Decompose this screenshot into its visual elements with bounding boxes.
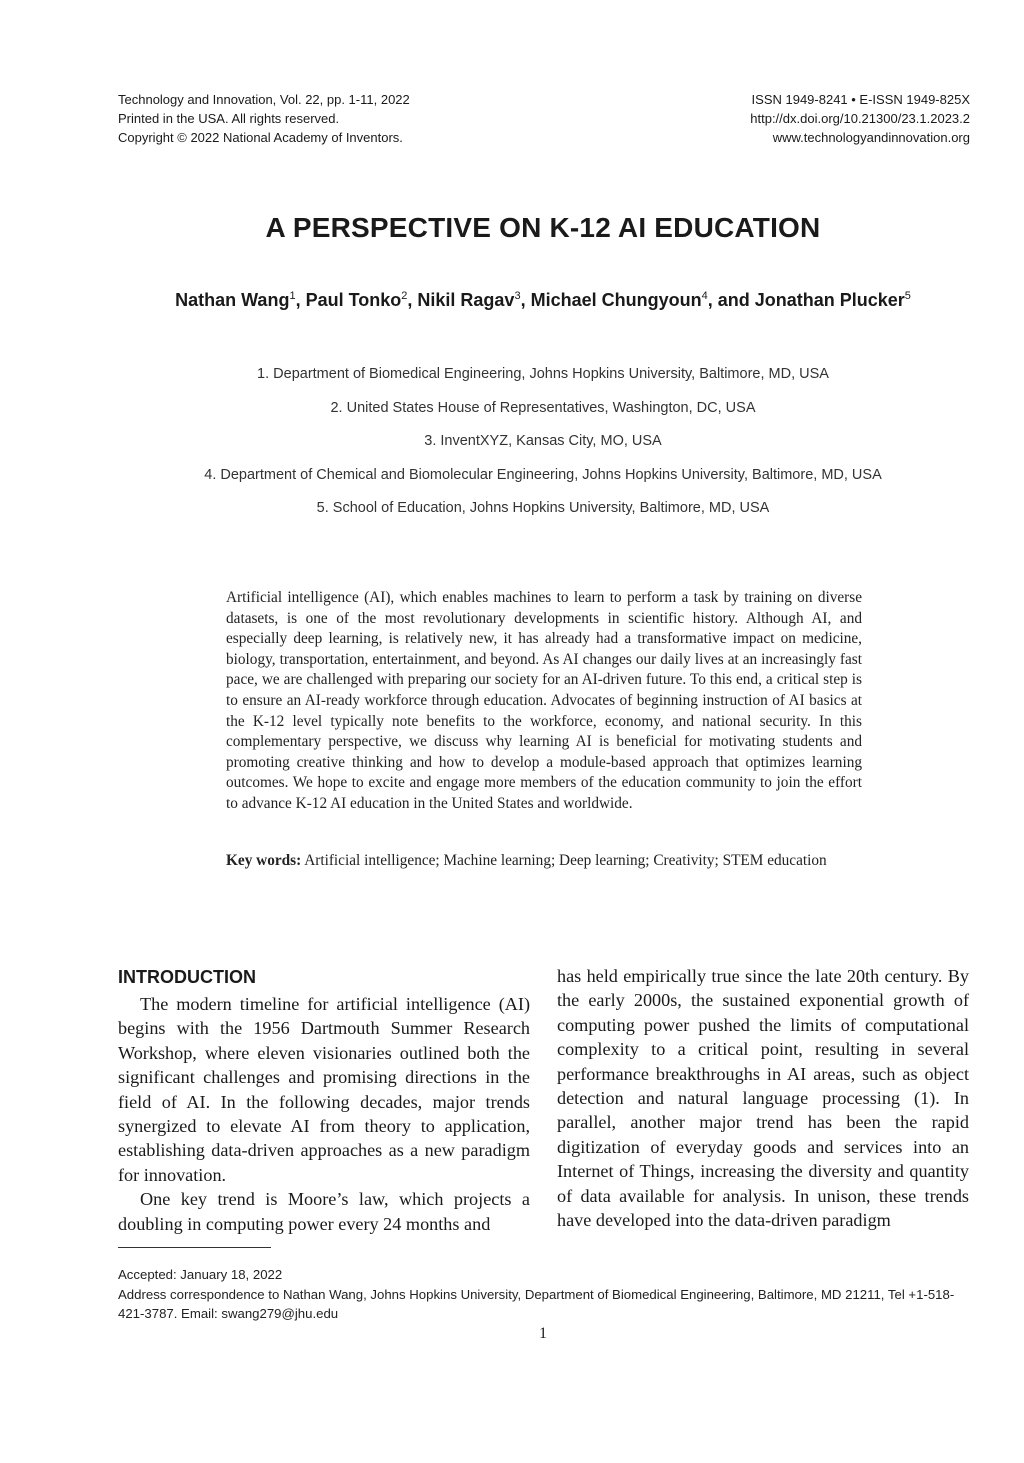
affiliation: 3. InventXYZ, Kansas City, MO, USA [424, 433, 662, 449]
body-paragraph: has held empirically true since the late 20th century. By the early 2000s, the sustained exponential growth of computing power pushed the limits of computational complexity to a critical point, resulting in several performance breakthroughs in AI areas, such as object detection and natural language processing (1). In parallel, another major trend has been the rapid digitization of everyday goods and services into an Internet of Things, increasing the diversity and quantity of data available for analysis. In unison, these trends have developed into the data-driven paradigm [557, 966, 969, 1231]
keywords [226, 852, 866, 870]
author: Jonathan Plucker [754, 290, 905, 310]
correspondence-address: Address correspondence to Nathan Wang, Johns Hopkins University, Department of Biomedical Engineering, Baltimore, MD 21211, Tel +1-518-421-3787. Email: swang279@jhu.edu [118, 1286, 955, 1321]
paper-title: A PERSPECTIVE ON K-12 AI EDUCATION [265, 212, 821, 243]
keywords-label: Key words: [226, 852, 302, 869]
journal-info [118, 90, 410, 147]
affiliation: 2. United States House of Representatives, Washington, DC, USA [330, 399, 756, 416]
abstract: Artificial intelligence (AI), which enables machines to learn to perform a task by training on diverse datasets, is one of the most revolutionary developments in scientific history. Although AI, and especially deep learning, is relatively new, it has already had a transformative impact on medicine, biology, transportation, entertainment, and beyond. As AI changes our daily lives at an increasingly fast pace, we are challenged with preparing our society for an AI-driven future. To this end, a critical step is to ensure an AI-ready workforce through education. Advocates of beginning instruction of AI basics at the K-12 level typically note benefits to the workforce, economy, and national security. In this complementary perspective, we discuss why learning AI is beneficial for motivating students and promoting creative thinking and how to develop a module-based approach that optimizes learning outcomes. We hope to excite and engage more members of the education community to join the effort to advance K-12 AI education in the United States and worldwide. [226, 589, 862, 812]
author-list [0, 290, 1024, 311]
author-affiliation-number: 1 [289, 290, 296, 302]
author: Nathan Wang [175, 290, 290, 310]
copyright-notice: Copyright © 2022 National Academy of Inventors. [118, 130, 403, 145]
issn: ISSN 1949-8241 • E-ISSN 1949-825X [751, 92, 970, 107]
page-header [118, 90, 970, 150]
author-separator: , and [707, 290, 755, 310]
page-number: 1 [539, 1325, 547, 1342]
body-paragraph: One key trend is Moore’s law, which projects a doubling in computing power every 24 months and [118, 1189, 530, 1234]
affiliation: 4. Department of Chemical and Biomolecular Engineering, Johns Hopkins University, Baltimore, MD, USA [204, 466, 882, 483]
author-affiliation-number: 3 [514, 290, 521, 302]
affiliation-list [0, 358, 1024, 526]
affiliation: 5. School of Education, Johns Hopkins University, Baltimore, MD, USA [316, 500, 770, 516]
author-affiliation-number: 2 [401, 290, 408, 302]
author-affiliation-number: 4 [701, 290, 708, 302]
footnote-divider [118, 1247, 271, 1248]
section-heading: INTRODUCTION [118, 967, 256, 987]
author: Nikil Ragav [417, 290, 515, 310]
body-column-left [118, 964, 530, 1236]
printed-notice: Printed in the USA. All rights reserved. [118, 111, 340, 126]
author-affiliation-number: 5 [904, 290, 911, 302]
author-separator: , [407, 290, 418, 310]
body-column-right [557, 964, 969, 1232]
author: Paul Tonko [305, 290, 402, 310]
author-separator: , [520, 290, 531, 310]
footnote [118, 1265, 978, 1324]
accepted-date: Accepted: January 18, 2022 [118, 1267, 283, 1282]
journal-citation: Technology and Innovation, Vol. 22, pp. 1-11, 2022 [118, 92, 410, 107]
author: Michael Chungyoun [530, 290, 702, 310]
keywords-text: Artificial intelligence; Machine learning; Deep learning; Creativity; STEM education [304, 852, 827, 869]
website-link[interactable]: www.technologyandinnovation.org [772, 130, 970, 145]
body-paragraph: The modern timeline for artificial intelligence (AI) begins with the 1956 Dartmouth Summer Research Workshop, where eleven visionaries outlined both the significant challenges and promising directions in the field of AI. In the following decades, major trends synergized to elevate AI from theory to application, establishing data-driven approaches as a new paradigm for innovation. [118, 994, 530, 1185]
doi-link[interactable]: http://dx.doi.org/10.21300/23.1.2023.2 [750, 111, 970, 126]
publication-ids [750, 90, 970, 147]
affiliation: 1. Department of Biomedical Engineering, Johns Hopkins University, Baltimore, MD, USA [257, 366, 829, 382]
author-separator: , [295, 290, 306, 310]
